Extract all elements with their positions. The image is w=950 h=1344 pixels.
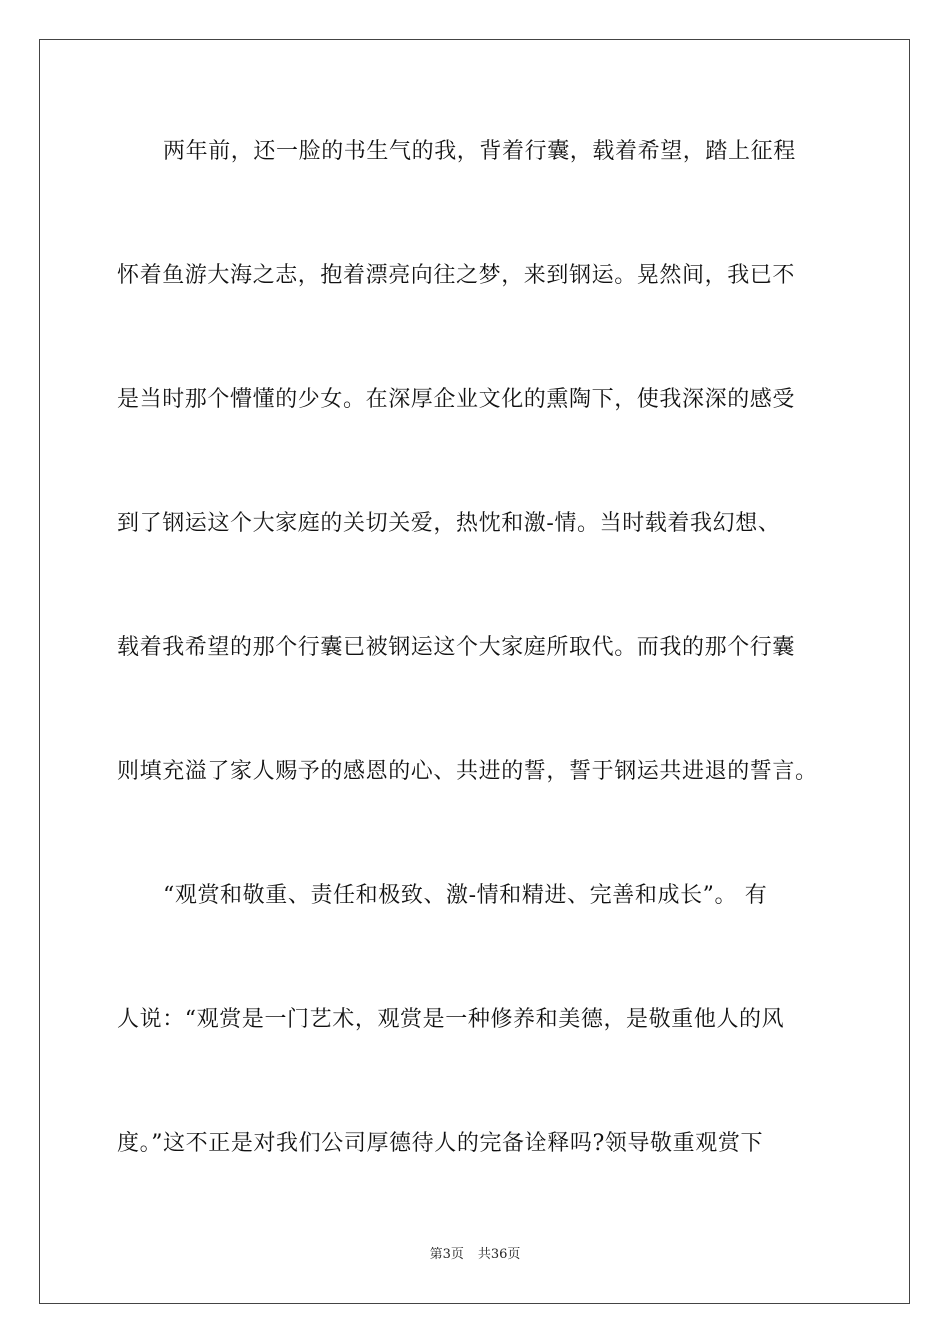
paragraph-line-7: “观赏和敬重、责任和极致、激-情和精进、完善和成长”。 有 [163, 883, 768, 908]
paragraph-line-1: 两年前，还一脸的书生气的我，背着行囊，载着希望，踏上征程 [163, 139, 796, 164]
page-total: 共36页 [477, 1247, 521, 1262]
paragraph-line-8: 人说：“观赏是一门艺术，观赏是一种修养和美德，是敬重他人的风 [117, 1007, 785, 1032]
paragraph-line-6: 则填充溢了家人赐予的感恩的心、共进的誓，誓于钢运共进退的誓言。 [117, 759, 818, 784]
page-number: 第3页 [429, 1247, 464, 1262]
page-border [39, 39, 910, 1304]
paragraph-line-5: 载着我希望的那个行囊已被钢运这个大家庭所取代。而我的那个行囊 [117, 635, 796, 660]
paragraph-line-3: 是当时那个懵懂的少女。在深厚企业文化的熏陶下，使我深深的感受 [117, 387, 796, 412]
paragraph-line-9: 度。”这不正是对我们公司厚德待人的完备诠释吗?领导敬重观赏下 [117, 1131, 764, 1156]
page-footer [0, 1246, 950, 1264]
paragraph-line-2: 怀着鱼游大海之志，抱着漂亮向往之梦，来到钢运。晃然间，我已不 [117, 263, 796, 288]
paragraph-line-4: 到了钢运这个大家庭的关切关爱，热忱和激-情。当时载着我幻想、 [117, 511, 781, 536]
